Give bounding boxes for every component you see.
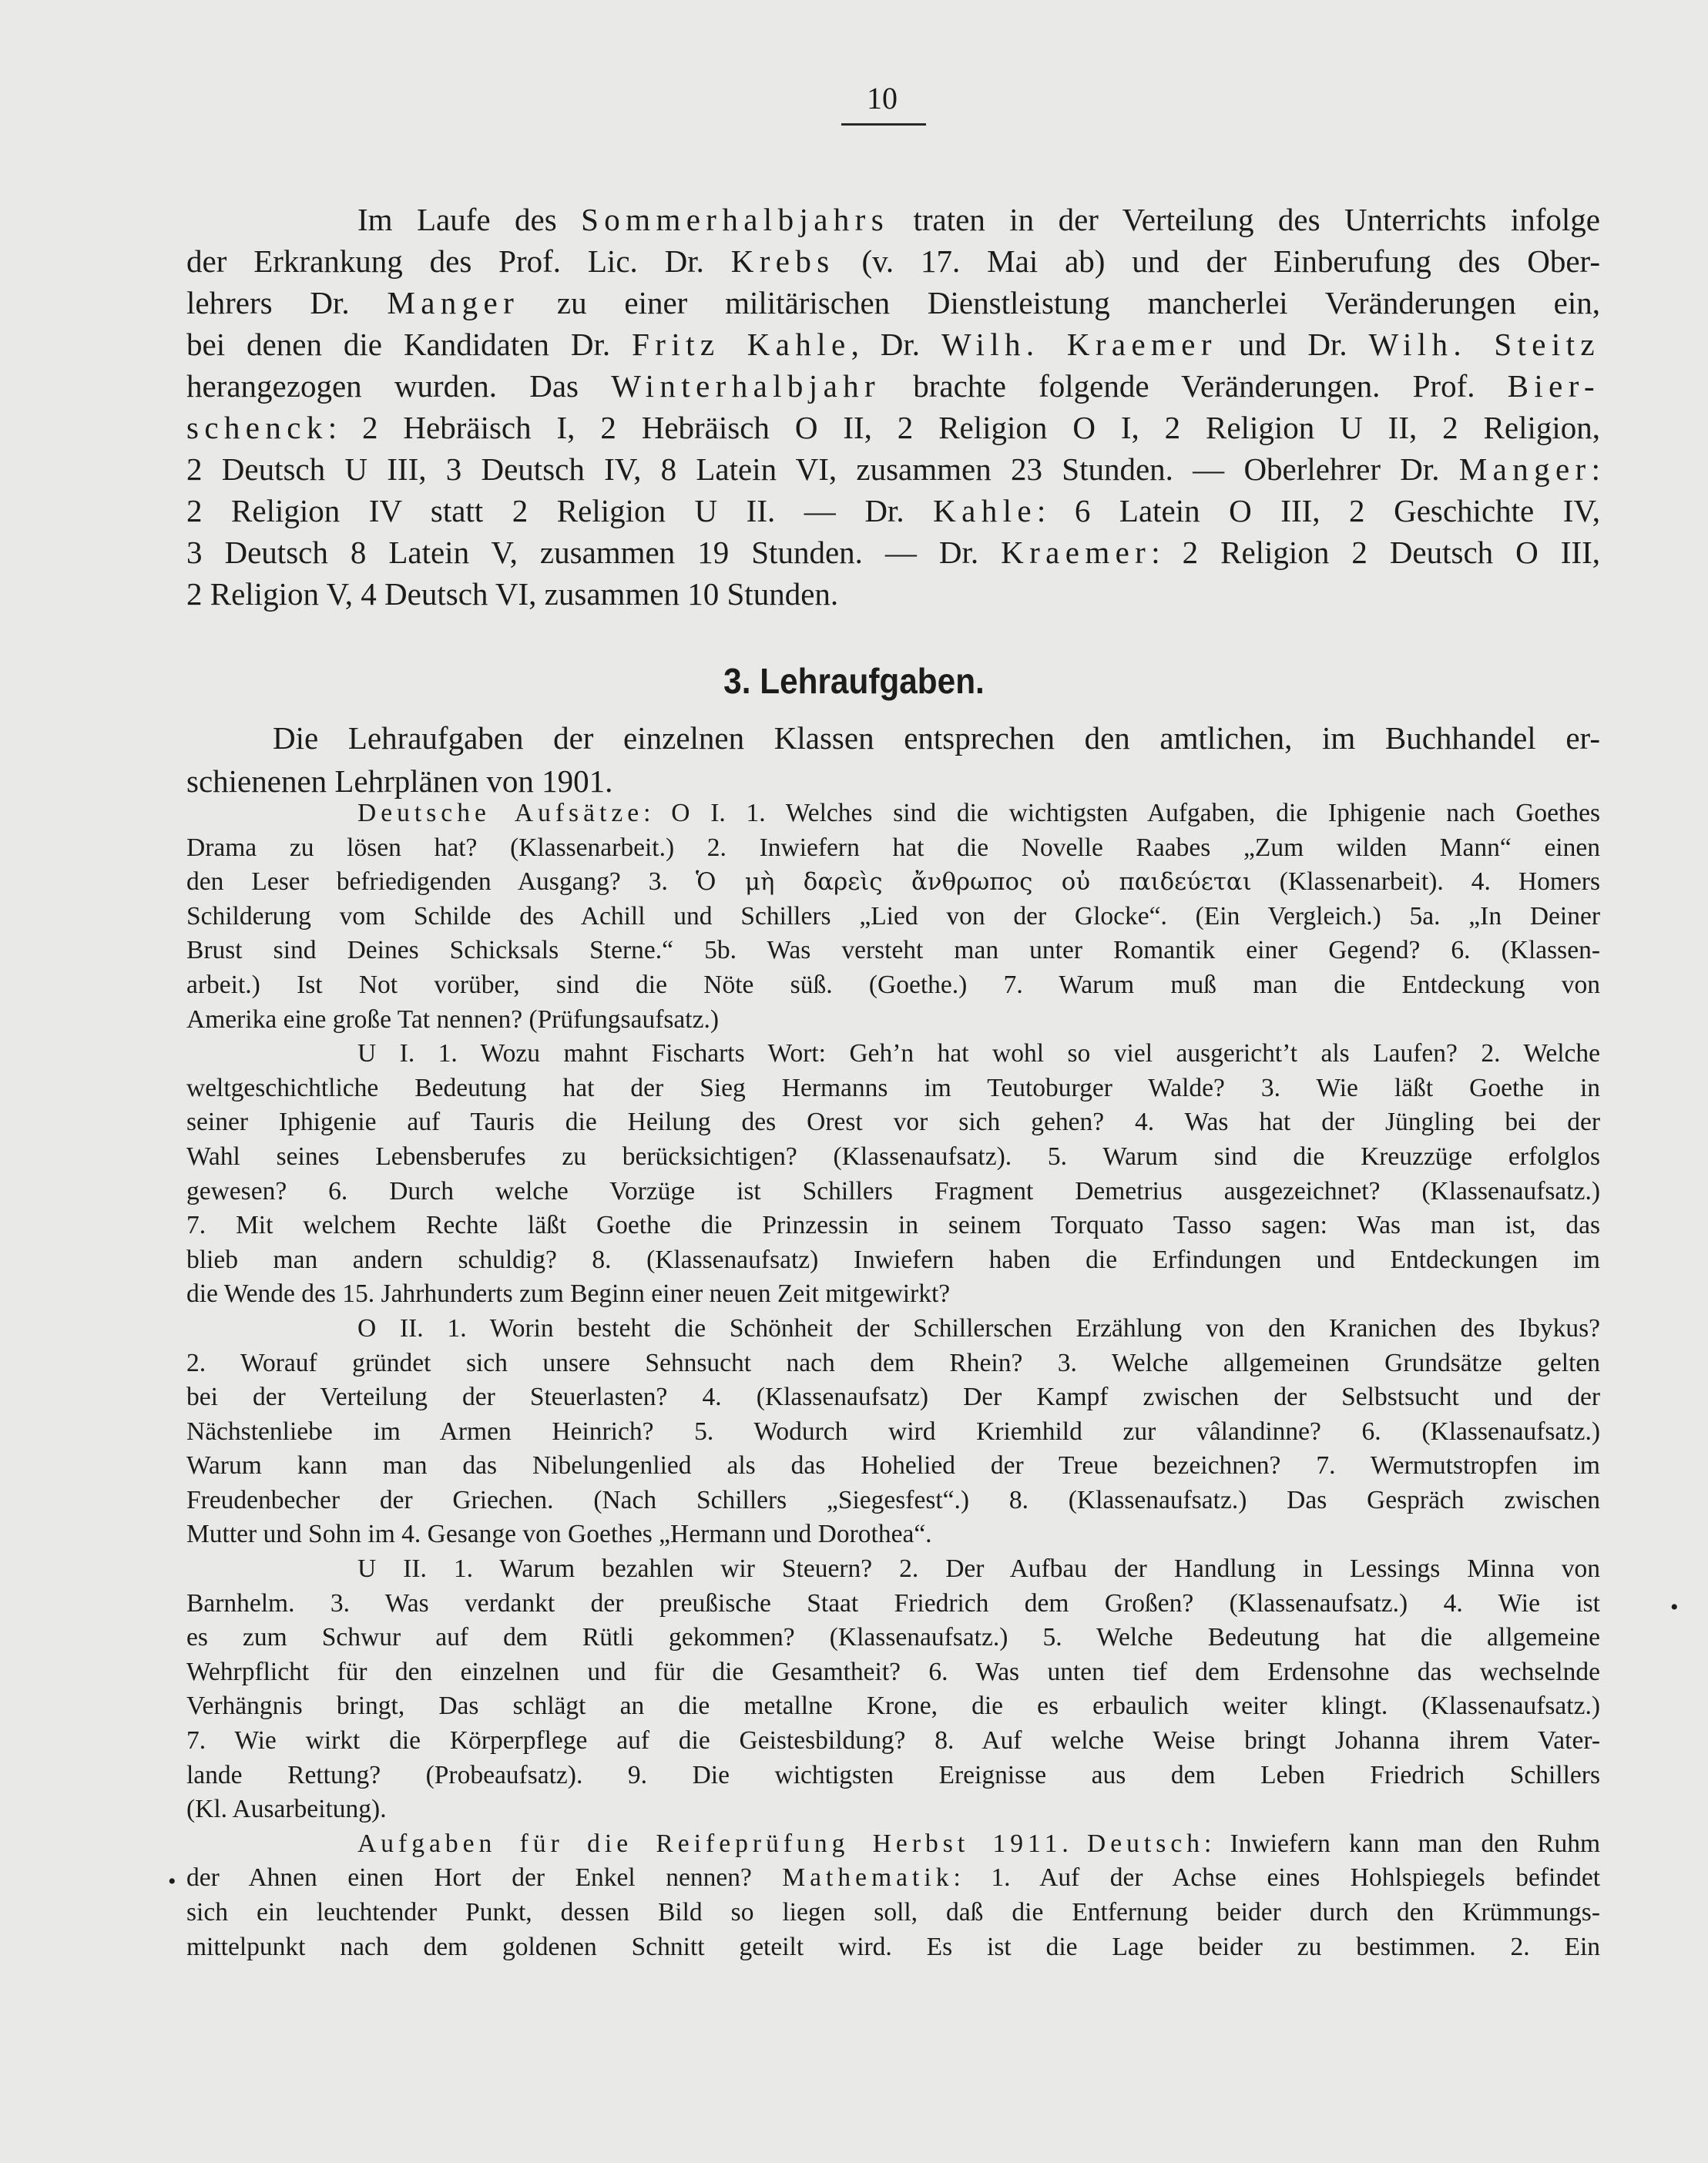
text-line: der Erkrankung des Prof. Lic. Dr. Krebs (v. 17. Mai ab) und der Einberufung des Ober-	[186, 243, 1601, 279]
text-line: 2 Religion IV statt 2 Religion U II. — Dr. Kahle: 6 Latein O III, 2 Geschichte IV,	[186, 493, 1601, 528]
text-line: weltgeschichtliche Bedeutung hat der Sieg Hermanns im Teutoburger Walde? 3. Wie läßt Goethe in	[186, 1073, 1600, 1102]
text-line: schenck: 2 Hebräisch I, 2 Hebräisch O II, 2 Religion O I, 2 Religion U II, 2 Religion,	[186, 410, 1600, 445]
text-line: blieb man andern schuldig? 8. (Klassenaufsatz) Inwiefern haben die Erfindungen und Entdeckungen im	[186, 1245, 1600, 1274]
text-line: Schilderung vom Schilde des Achill und Schillers „Lied von der Glocke“. (Ein Vergleich.) 5a. „In Deiner	[186, 901, 1600, 931]
aufsaetze-section	[186, 796, 1600, 1964]
text-line: die Wende des 15. Jahrhunderts zum Beginn einer neuen Zeit mitgewirkt?	[186, 1279, 951, 1309]
text-line: Die Lehraufgaben der einzelnen Klassen entsprechen den amtlichen, im Buchhandel er-	[273, 720, 1600, 756]
text-line: seiner Iphigenie auf Tauris die Heilung des Orest vor sich gehen? 4. Was hat der Jüngling bei der	[186, 1108, 1600, 1137]
text-line: O II. 1. Worin besteht die Schönheit der Schillerschen Erzählung von den Kranichen des Ibykus?	[357, 1313, 1600, 1343]
text-line: arbeit.) Ist Not vorüber, sind die Nöte süß. (Goethe.) 7. Warum muß man die Entdeckung von	[186, 970, 1600, 999]
text-line: schienenen Lehrplänen von 1901.	[186, 763, 613, 799]
text-line: Verhängnis bringt, Das schlägt an die metallne Krone, die es erbaulich weiter klingt. (Klassenaufsatz.)	[186, 1692, 1600, 1721]
text-line: U II. 1. Warum bezahlen wir Steuern? 2. Der Aufbau der Handlung in Lessings Minna von	[357, 1554, 1600, 1584]
text-line: (Kl. Ausarbeitung).	[186, 1795, 387, 1824]
text-line: Aufgaben für die Reifeprüfung Herbst 1911. Deutsch: Inwiefern kann man den Ruhm	[357, 1829, 1601, 1858]
text-line: Amerika eine große Tat nennen? (Prüfungsaufsatz.)	[186, 1004, 719, 1034]
text-line: gewesen? 6. Durch welche Vorzüge ist Schillers Fragment Demetrius ausgezeichnet? (Klassenaufsatz.)	[186, 1176, 1600, 1206]
text-line: bei denen die Kandidaten Dr. Fritz Kahle, Dr. Wilh. Kraemer und Dr. Wilh. Steitz	[186, 327, 1601, 362]
text-line: 2 Religion V, 4 Deutsch VI, zusammen 10 Stunden.	[186, 576, 839, 612]
text-line: Nächstenliebe im Armen Heinrich? 5. Wodurch wird Kriemhild zur vâlandinne? 6. (Klassenaufsatz.)	[186, 1417, 1600, 1446]
text-line: mittelpunkt nach dem goldenen Schnitt geteilt wird. Es ist die Lage beider zu bestimmen. 2. Ein	[186, 1932, 1600, 1961]
print-speck: •	[1670, 1595, 1679, 1620]
text-line: Deutsche Aufsätze: O I. 1. Welches sind die wichtigsten Aufgaben, die Iphigenie nach Goethes	[357, 799, 1600, 827]
page-number-rule	[841, 123, 926, 126]
text-line: lande Rettung? (Probeaufsatz). 9. Die wichtigsten Ereignisse aus dem Leben Friedrich Schillers	[186, 1760, 1600, 1789]
text-line: der Ahnen einen Hort der Enkel nennen? Mathematik: 1. Auf der Achse eines Hohlspiegels befindet	[186, 1863, 1600, 1893]
text-line: bei der Verteilung der Steuerlasten? 4. (Klassenaufsatz) Der Kampf zwischen der Selbstsucht und der	[186, 1383, 1600, 1412]
text-line: Mutter und Sohn im 4. Gesange von Goethes „Hermann und Dorothea“.	[186, 1520, 932, 1549]
page-number: 10	[867, 81, 898, 116]
text-line: sich ein leuchtender Punkt, dessen Bild so liegen soll, daß die Entfernung beider durch den Krümmungs-	[186, 1898, 1600, 1927]
text-line: 3 Deutsch 8 Latein V, zusammen 19 Stunden. — Dr. Kraemer: 2 Religion 2 Deutsch O III,	[186, 535, 1600, 570]
lehraufgaben-paragraph	[186, 716, 1600, 803]
text-line: Wehrpflicht für den einzelnen und für die Gesamtheit? 6. Was unten tief dem Erdensohne das wechselnde	[186, 1657, 1600, 1686]
text-line: 7. Mit welchem Rechte läßt Goethe die Prinzessin in seinem Torquato Tasso sagen: Was man ist, das	[186, 1211, 1600, 1240]
print-speck: •	[168, 1869, 176, 1894]
text-line: U I. 1. Wozu mahnt Fischarts Wort: Geh’n hat wohl so viel ausgericht’t als Laufen? 2. Welche	[357, 1039, 1600, 1068]
text-line: lehrers Dr. Manger zu einer militärischen Dienstleistung mancherlei Veränderungen ein,	[186, 285, 1600, 320]
intro-paragraph	[186, 199, 1600, 615]
text-line: 2 Deutsch U III, 3 Deutsch IV, 8 Latein VI, zusammen 23 Stunden. — Oberlehrer Dr. Manger:	[186, 451, 1600, 487]
text-line: 2. Worauf gründet sich unsere Sehnsucht nach dem Rhein? 3. Welche allgemeinen Grundsätze gelten	[186, 1348, 1600, 1377]
text-line: Barnhelm. 3. Was verdankt der preußische Staat Friedrich dem Großen? (Klassenaufsatz.) 4. Wie ist	[186, 1588, 1600, 1618]
text-line: 7. Wie wirkt die Körperpflege auf die Geistesbildung? 8. Auf welche Weise bringt Johanna ihrem Vater-	[186, 1726, 1600, 1756]
text-line: Drama zu lösen hat? (Klassenarbeit.) 2. Inwiefern hat die Novelle Raabes „Zum wilden Mann“ einen	[186, 833, 1600, 862]
text-line: Freudenbecher der Griechen. (Nach Schillers „Siegesfest“.) 8. (Klassenaufsatz.) Das Gespräch zwischen	[186, 1485, 1600, 1514]
text-line: Wahl seines Lebensberufes zu berücksichtigen? (Klassenaufsatz). 5. Warum sind die Kreuzzüge erfolglos	[186, 1142, 1600, 1171]
text-line: Im Laufe des Sommerhalbjahrs traten in der Verteilung des Unterrichts infolge	[357, 202, 1600, 237]
section-heading: 3. Lehraufgaben.	[723, 661, 985, 701]
text-line: Warum kann man das Nibelungenlied als das Hohelied der Treue bezeichnen? 7. Wermutstropfen im	[186, 1451, 1600, 1481]
text-line: den Leser befriedigenden Ausgang? 3. Ὁ μὴ δαρεὶς ἄνθρωπος οὐ παιδεύεται (Klassenarbeit). 4. Homers	[186, 867, 1600, 897]
text-line: Brust sind Deines Schicksals Sterne.“ 5b. Was versteht man unter Romantik einer Gegend? 6. (Klassen-	[186, 936, 1600, 965]
text-line: es zum Schwur auf dem Rütli gekommen? (Klassenaufsatz.) 5. Welche Bedeutung hat die allgemeine	[186, 1623, 1600, 1652]
text-line: herangezogen wurden. Das Winterhalbjahr brachte folgende Veränderungen. Prof. Bier-	[186, 368, 1600, 404]
